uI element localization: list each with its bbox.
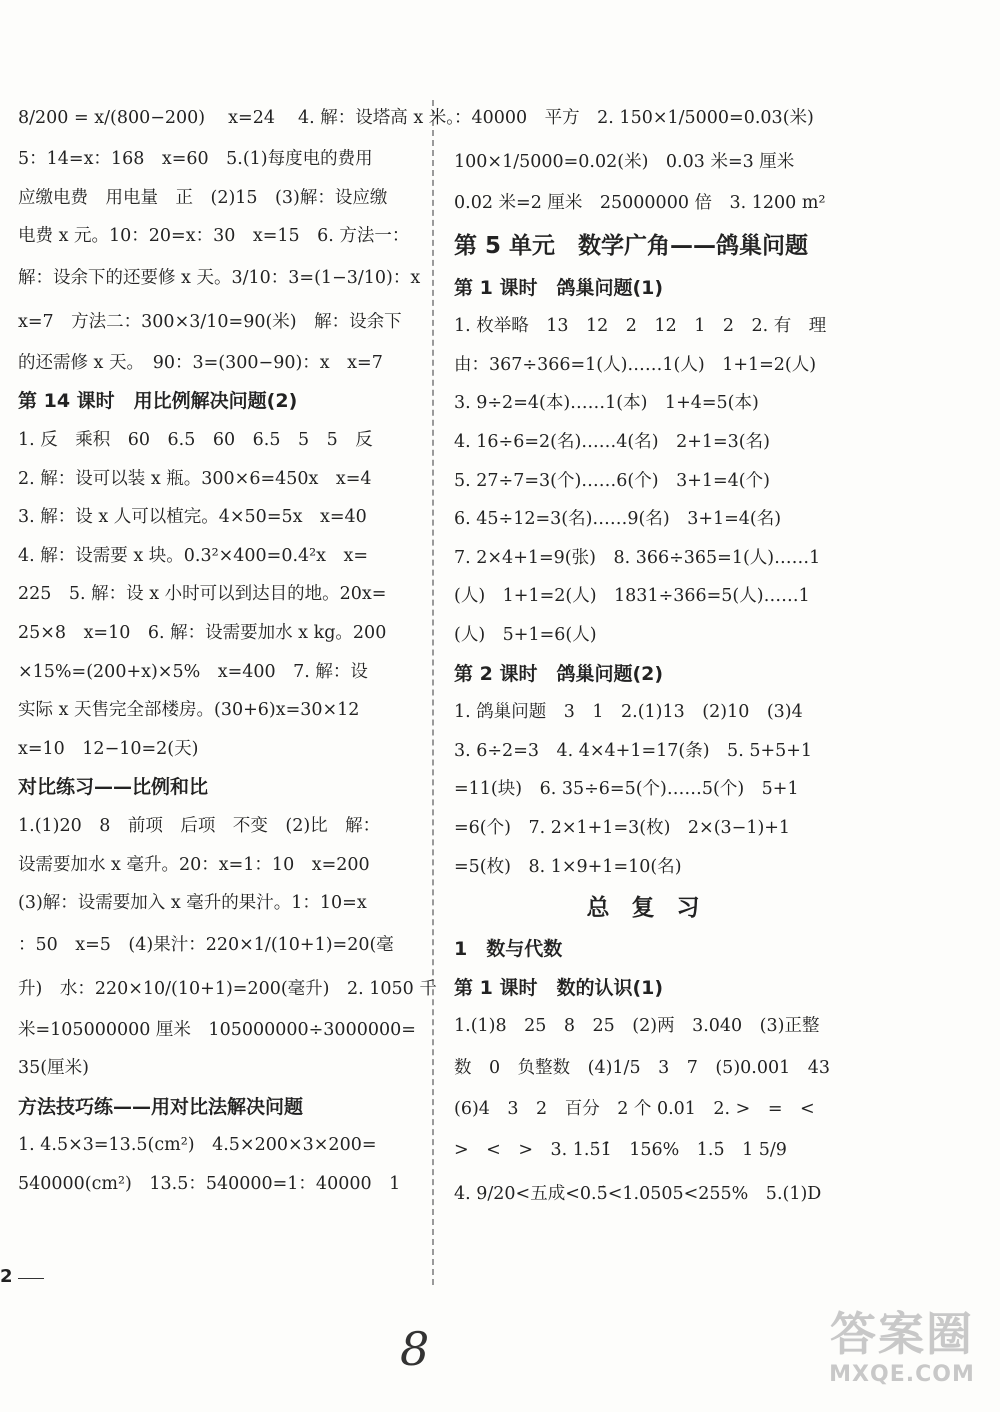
section-heading: 对比练习——比例和比 bbox=[18, 776, 209, 799]
answer-line: (人) 1+1=2(人) 1831÷366=5(人)……1 bbox=[454, 586, 810, 607]
answer-line: 100×1/5000=0.02(米) 0.03 米=3 厘米 bbox=[454, 152, 795, 172]
answer-line: =11(块) 6. 35÷6=5(个)……5(个) 5+1 bbox=[454, 779, 799, 800]
footer-rule bbox=[18, 1278, 44, 1279]
answer-line: 米=105000000 厘米 105000000÷3000000= bbox=[18, 1019, 416, 1040]
section-heading: 方法技巧练——用对比法解决问题 bbox=[18, 1095, 304, 1118]
answer-line: 设需要加水 x 毫升。20：x=1：10 x=200 bbox=[18, 854, 370, 875]
page-number: 2 bbox=[0, 1266, 13, 1287]
answer-line: > < > 3. 1.5̇1̇ 156% 1.5̇ 1 5/9 bbox=[454, 1140, 787, 1161]
answer-line: 5：14=x：168 x=60 5.(1)每度电的费用 bbox=[18, 149, 373, 169]
left-column bbox=[18, 96, 464, 1204]
section-heading: 第 2 课时 鸽巢问题(2) bbox=[454, 662, 664, 685]
answer-line: 的还需修 x 天。 90：3=(300−90)：x x=7 bbox=[18, 352, 383, 373]
handwritten-mark: 8 bbox=[400, 1322, 430, 1376]
answer-line: 8/200 = x/(800−200) x=24 4. 解：设塔高 x 米。 bbox=[18, 108, 464, 128]
watermark-logo-text: 答案圈 bbox=[830, 1307, 974, 1361]
answer-line: 数 0 负整数 (4)1/5 3 7 (5)0.001 43 bbox=[454, 1057, 831, 1078]
unit-heading: 第 5 单元 数学广角——鸽巢问题 bbox=[454, 232, 809, 259]
section-heading: 第 1 课时 鸽巢问题(1) bbox=[454, 276, 664, 299]
answer-line: 应缴电费 用电量 正 (2)15 (3)解：设应缴 bbox=[18, 187, 388, 208]
answer-line: 解：设余下的还要修 x 天。3/10：3=(1−3/10)：x bbox=[18, 267, 421, 288]
answer-line: 3. 6÷2=3 4. 4×4+1=17(条) 5. 5+5+1 bbox=[454, 740, 813, 761]
column-divider bbox=[432, 100, 434, 1285]
answer-line: 实际 x 天售完全部楼房。(30+6)x=30×12 bbox=[18, 700, 360, 721]
answer-line: 升) 水：220×10/(10+1)=200(毫升) 2. 1050 千 bbox=[18, 978, 437, 999]
answer-line: (6)4 3 2 百分 2 个 0.01 2. > = < bbox=[454, 1098, 815, 1119]
answer-line: 540000(cm²) 13.5：540000=1：40000 1 bbox=[18, 1174, 401, 1195]
right-column bbox=[454, 96, 854, 1216]
answer-line: =6(个) 7. 2×1+1=3(枚) 2×(3−1)+1 bbox=[454, 817, 791, 838]
section-heading: 第 1 课时 数的认识(1) bbox=[454, 976, 664, 999]
answer-line: x=10 12−10=2(天) bbox=[18, 738, 199, 759]
answer-line: ：40000 平方 2. 150×1/5000=0.03(米) bbox=[454, 108, 814, 128]
answer-line: 1.(1)20 8 前项 后项 不变 (2)比 解： bbox=[18, 815, 381, 836]
answer-line: 35(厘米) bbox=[18, 1058, 89, 1079]
answer-line: 3. 解：设 x 人可以植完。4×50=5x x=40 bbox=[18, 507, 367, 528]
answer-line: (3)解：设需要加入 x 毫升的果汁。1：10=x bbox=[18, 893, 367, 914]
answer-line: 7. 2×4+1=9(张) 8. 366÷365=1(人)……1 bbox=[454, 547, 821, 568]
answer-line: 25×8 x=10 6. 解：设需要加水 x kg。200 bbox=[18, 622, 387, 643]
section-heading: 1 数与代数 bbox=[454, 938, 563, 961]
answer-line: 1. 4.5×3=13.5(cm²) 4.5×200×3×200= bbox=[18, 1135, 377, 1156]
answer-line: 4. 解：设需要 x 块。0.3²×400=0.4²x x= bbox=[18, 545, 369, 566]
answer-line: 1. 鸽巢问题 3 1 2.(1)13 (2)10 (3)4 bbox=[454, 702, 803, 723]
answer-line: 225 5. 解：设 x 小时可以到达目的地。20x= bbox=[18, 584, 387, 605]
answer-line: 2. 解：设可以装 x 瓶。300×6=450x x=4 bbox=[18, 468, 372, 489]
answer-line: 4. 16÷6=2(名)……4(名) 2+1=3(名) bbox=[454, 431, 770, 452]
answer-line: 6. 45÷12=3(名)……9(名) 3+1=4(名) bbox=[454, 509, 782, 530]
answer-line: 3. 9÷2=4(本)……1(本) 1+4=5(本) bbox=[454, 393, 759, 414]
answer-line: 由：367÷366=1(人)……1(人) 1+1=2(人) bbox=[454, 354, 817, 375]
answer-line: 0.02 米=2 厘米 25000000 倍 3. 1200 m² bbox=[454, 193, 826, 213]
section-heading: 第 14 课时 用比例解决问题(2) bbox=[18, 390, 298, 413]
answer-line: 1. 反 乘积 60 6.5 60 6.5 5 5 反 bbox=[18, 429, 373, 450]
answer-line: 电费 x 元。10：20=x：30 x=15 6. 方法一： bbox=[18, 226, 410, 247]
answer-line: 5. 27÷7=3(个)……6(个) 3+1=4(个) bbox=[454, 470, 770, 491]
answer-line: =5(枚) 8. 1×9+1=10(名) bbox=[454, 856, 682, 877]
watermark-url: MXQE.COM bbox=[829, 1362, 975, 1387]
answer-line: ×15%=(200+x)×5% x=400 7. 解：设 bbox=[18, 661, 368, 682]
answer-line: 4. 9/20<五成<0.5̇<1.0505<255% 5.(1)D bbox=[454, 1184, 822, 1205]
answer-line: ：50 x=5 (4)果汁：220×1/(10+1)=20(毫 bbox=[18, 934, 394, 955]
watermark-logo bbox=[812, 1306, 992, 1406]
answer-line: 1. 枚举略 13 12 2 12 1 2 2. 有 理 bbox=[454, 316, 827, 337]
answer-line: 1.(1)8 25 8 25 (2)两 3.040 (3)正整 bbox=[454, 1016, 820, 1037]
review-heading: 总复习 bbox=[586, 895, 722, 922]
answer-line: x=7 方法二：300×3/10=90(米) 解：设余下 bbox=[18, 311, 402, 332]
answer-line: (人) 5+1=6(人) bbox=[454, 624, 597, 645]
